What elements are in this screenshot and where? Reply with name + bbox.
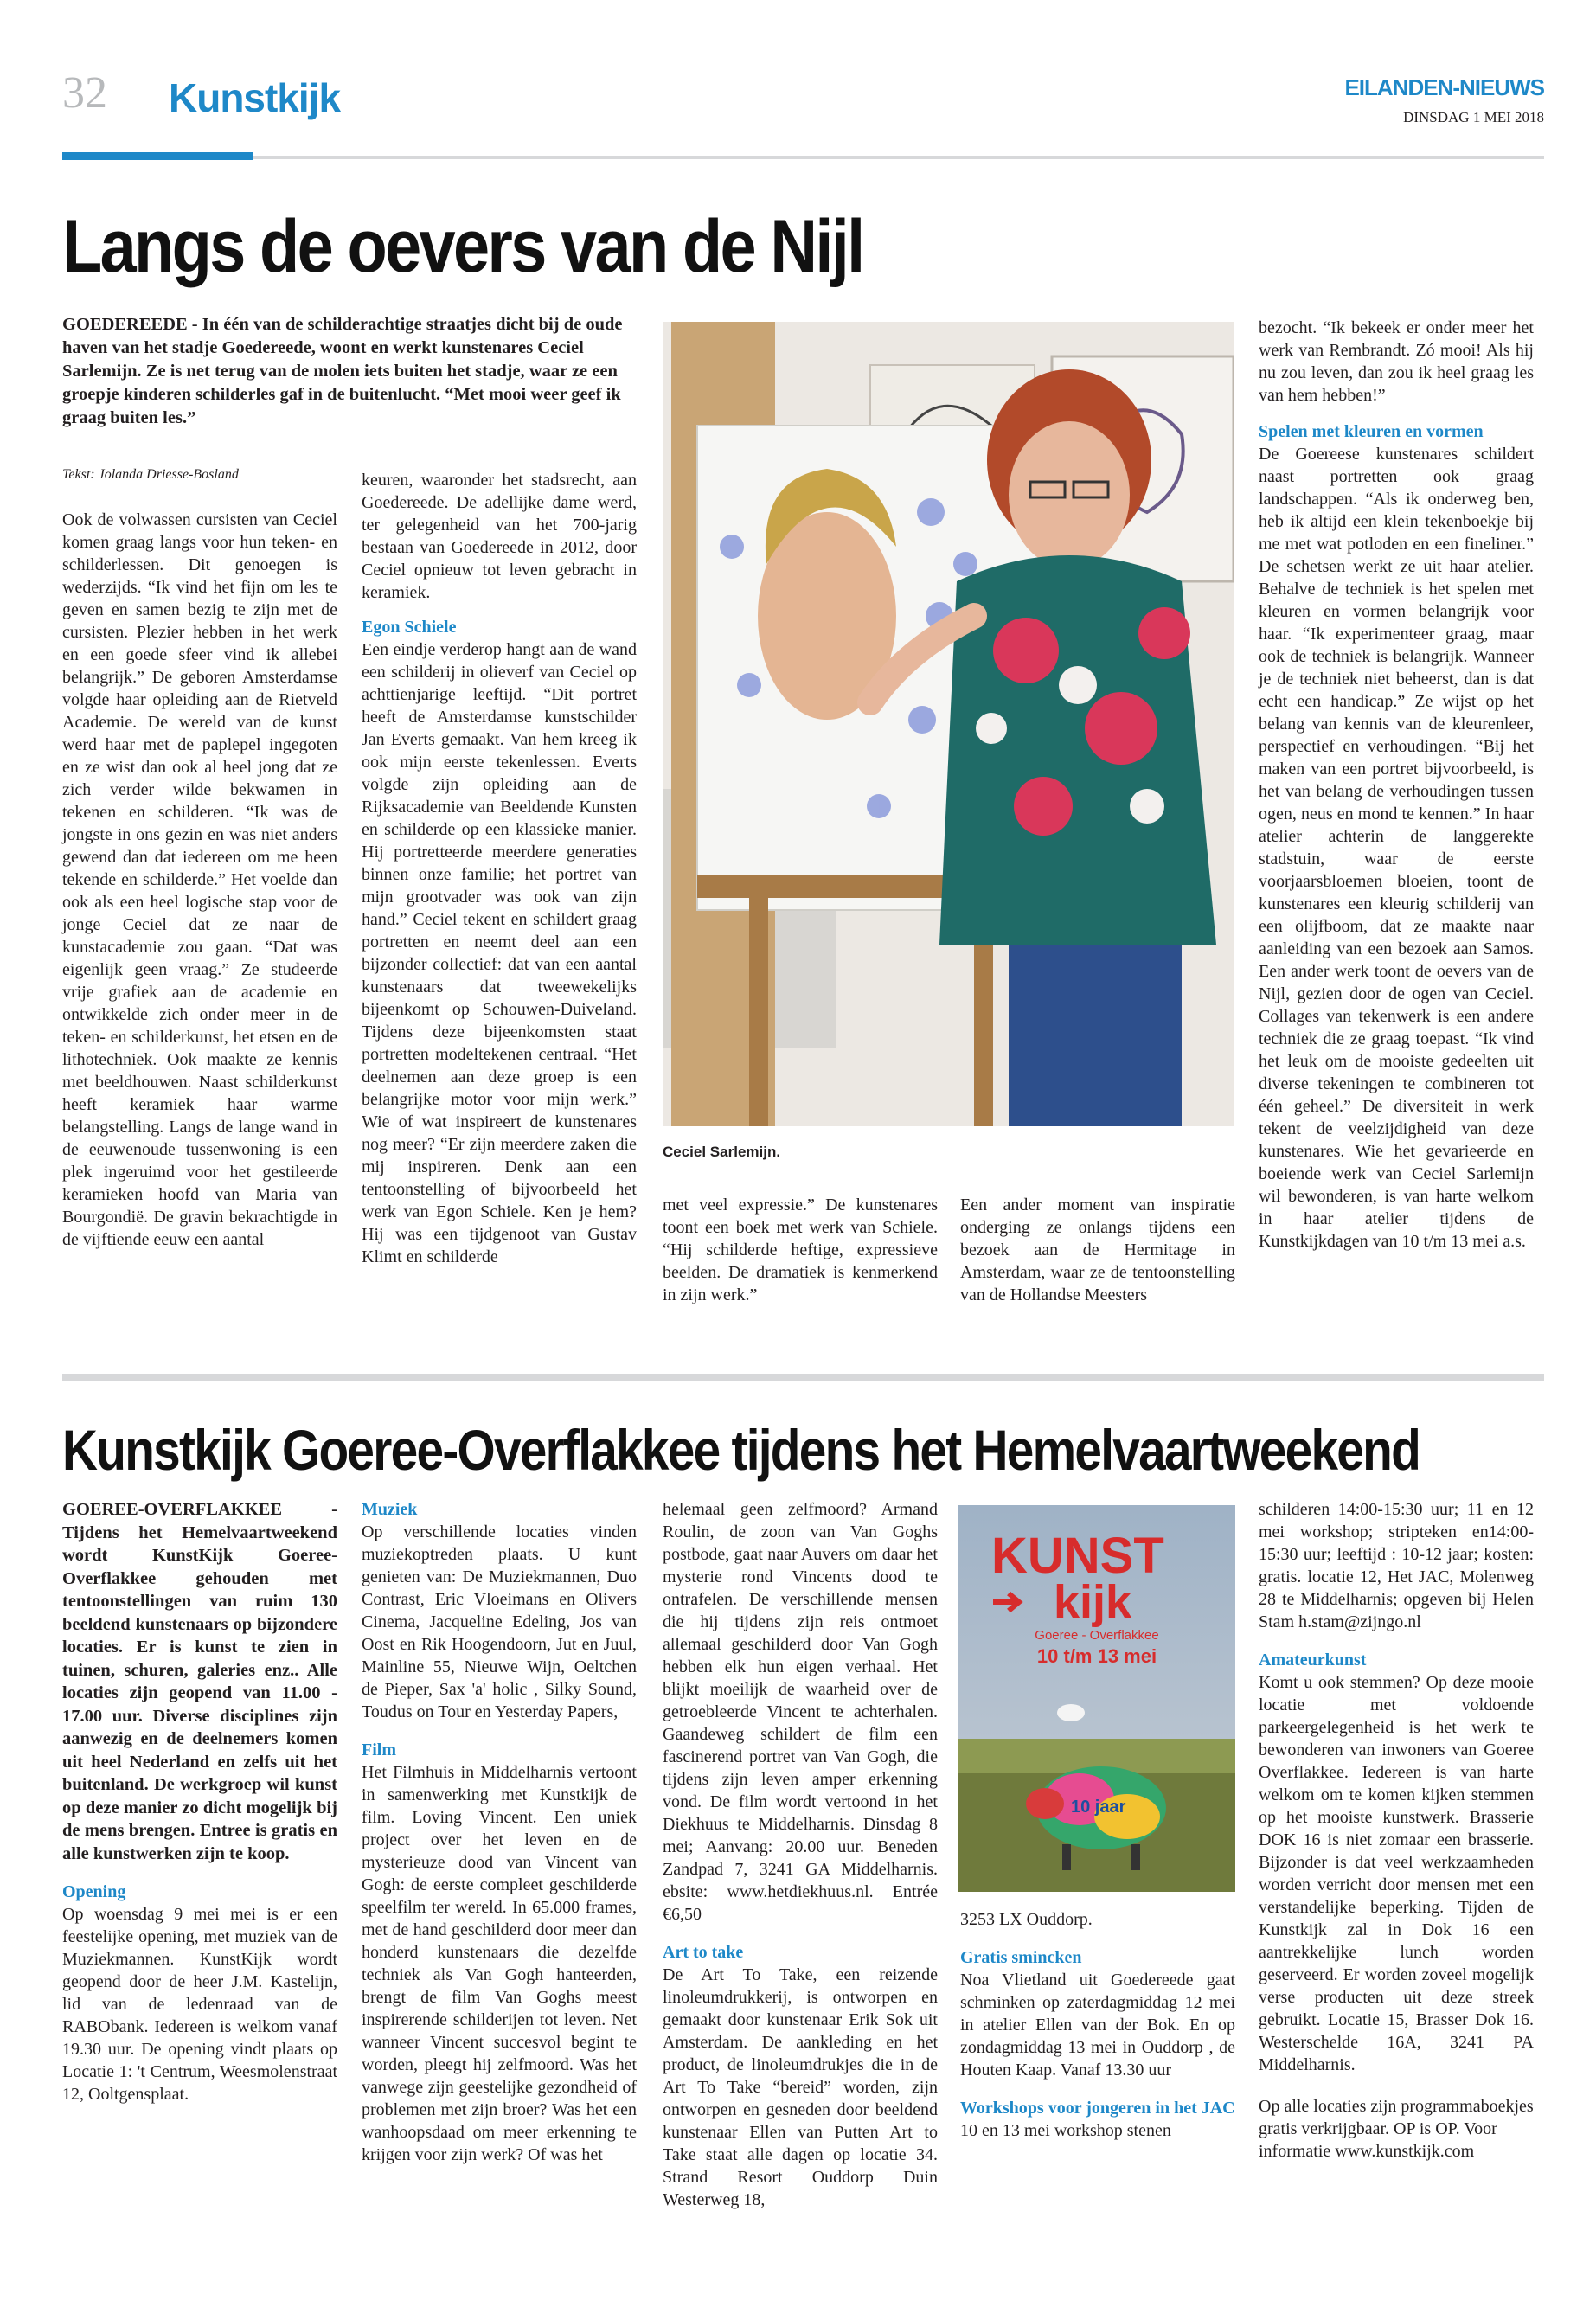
article1-column-1 [62, 509, 337, 1251]
poster-kijk: kijk [1054, 1576, 1132, 1628]
article2-footer: Op alle locaties zijn programmaboekjes gratis verkrijgbaar. OP is OP. Voor informatie www.kunstkijk.com [1259, 2097, 1534, 2161]
header-rule-accent [62, 152, 253, 160]
body-text: bezocht. “Ik bekeek er onder meer het werk van Rembrandt. Zó mooi! Als hij nu zou leven, dan zou ik heel graag les van hem hebben!” [1259, 318, 1534, 405]
subheading-gratis-smincken: Gratis smincken [960, 1948, 1082, 1967]
page-number: 32 [62, 68, 107, 118]
section-title: Kunstkijk [169, 75, 341, 120]
body-text: De Art To Take, een reizende linoleumdrukkerij, is ontworpen en gemaakt door kunstenaar Erik Sok uit Amsterdam. De aankleding en het product, de linoleumdrukjes die in de Art To Take “bereid” worden, zijn ontworpen en gesneden door beeldend kunstenaar Ellen van Putten Art to Take staat alle dagen op locatie 34. Strand Resort Ouddorp Duin Westerweg 18, [663, 1965, 938, 2209]
body-text: Een ander moment van inspiratie onderging ze onlangs tijdens een bezoek aan de Hermitage in Amsterdam, waar ze de tentoonstelling van de Hollandse Meesters [960, 1195, 1235, 1304]
subheading-muziek: Muziek [362, 1500, 418, 1519]
subheading-opening: Opening [62, 1882, 126, 1901]
body-text: Een eindje verderop hangt aan de wand een schilderij in olieverf van Ceciel op achttienjarige leeftijd. “Dit portret heeft de Amsterdamse kunstschilder Jan Everts gemaakt. Van hem kreeg ik ook mijn eerste tekenlessen. Everts volgde zijn opleiding aan de Rijksacademie van Beeldende Kunsten en schilderde op een klassieke manier. Hij portretteerde meerdere generaties binnen onze familie; het portret van mijn grootvader was ook van zijn hand.” Ceciel tekent en schildert graag portretten en neemt deel aan een bijzonder collectief: dat van een aantal kunstenaars dat tweewekelijks bijeenkomt op Schouwen-Duiveland. Tijdens deze bijeenkomsten staat portretten modeltekenen centraal. “Het deelnemen aan deze groep is een belangrijke motor voor mijn werk.” Wie of wat inspireert de kunstenares nog meer? “Er zijn meerdere zaken die mij inspireren. Denk aan een tentoonstelling of bijvoorbeeld het werk van Egon Schiele. Ken je hem? Hij was een tijdgenoot van Gustav Klimt en schilderde [362, 640, 637, 1266]
subheading-film: Film [362, 1740, 396, 1759]
article2-column-1 [62, 1498, 337, 2106]
article1-column-3 [663, 1194, 938, 1306]
body-text: Noa Vlietland uit Goedereede gaat schminken op zaterdagmiddag 12 mei in atelier Ellen van der Bok. En op zondagmiddag 13 mei in Ouddorp , de Houten Kaap. Vanaf 13.30 uur [960, 1971, 1235, 2080]
article1-column-2 [362, 469, 637, 1268]
body-text: Op woensdag 9 mei mei is er een feestelijke opening, met muziek van de Muziekmannen. KunstKijk wordt geopend door de heer J.M. Kastelijn, lid van de ledenraad van de RABObank. Iedereen is welkom vanaf 19.30 uur. De opening vindt plaats op Locatie 1: 't Centrum, Weesmolenstraat 12, Ooltgensplaat. [62, 1905, 337, 2104]
issue-date: DINSDAG 1 MEI 2018 [1403, 109, 1544, 125]
article1-intro: GOEDEREEDE - In één van de schilderachtige straatjes dicht bij de oude haven van het stadje Goedereede, woont en werkt kunstenares Ceciel Sarlemijn. Ze is net terug van de molen iets buiten het stadje, waar ze een groepje kinderen schilderles gaf in de buitenlucht. “Met mooi weer geef ik graag buiten les.” [62, 315, 623, 427]
article1-column-4 [960, 1194, 1235, 1306]
body-text: Ook de volwassen cursisten van Ceciel komen graag langs voor hun teken- en schilderlessen. Dit genoegen is wederzijds. “Ik vind het fijn om les te geven en samen bezig te zijn met de cursisten. Plezier hebben in het werk en een goede sfeer vind ik allebei belangrijk.” De geboren Amsterdamse volgde haar opleiding aan de Rietveld Academie. De wereld van de kunst werd haar met de paplepel ingegoten en ze wist dan ook al heel jong dat ze zich verder wilde bekwamen in tekenen en schilderen. “Ik was de jongste in ons gezin en was niet anders gewend dan dat iedereen om me heen tekende en schilderde.” Het voelde dan ook als een heel logische stap voor de jonge Ceciel dat ze naar de kunstacademie zou gaan. “Dat was eigenlijk geen vraag.” Ze studeerde vrije grafiek aan de academie en ontwikkelde zich onder meer in de teken- en schilderkunst, het etsen en de lithotechniek. Ook maakte ze kennis met beeldhouwen. Naast schilderkunst heeft keramiek haar warme belangstelling. Langs de lange wand in de eeuwenoude tussenwoning is een plek ingeruimd voor het gestileerde keramieken hoofd van Maria van Bourgondië. De gravin bekrachtigde in de vijftiende eeuw een aantal [62, 510, 337, 1249]
article2-column-5 [1259, 1498, 1534, 2163]
poster-artwork [958, 1505, 1235, 1892]
subheading-amateurkunst: Amateurkunst [1259, 1650, 1367, 1670]
body-text: schilderen 14:00-15:30 uur; 11 en 12 mei workshop; stripteken en14:00-15:30 uur; leeftijd : 10-12 jaar; kosten: gratis. locatie 12, Het JAC, Molenweg 28 te Middelharnis; opgeven bij Helen Stam h.stam@zijngo.nl [1259, 1500, 1534, 1631]
subheading-egon-schiele: Egon Schiele [362, 618, 457, 637]
article2-headline: Kunstkijk Goeree-Overflakkee tijdens het Hemelvaartweekend [62, 1418, 1420, 1482]
subheading-workshops: Workshops voor jongeren in het JAC [960, 2099, 1235, 2118]
poster-subtitle: Goeree - Overflakkee [1035, 1628, 1159, 1643]
body-text: Het Filmhuis in Middelharnis vertoont in samenwerking met Kunstkijk de film. Loving Vincent. Een uniek project over het leven en de mysterieuze dood van Vincent van Gogh: de eerste compleet geschilderde speelfilm ter wereld. In 65.000 frames, met de hand geschilderd door meer dan honderd kunstenaars die dezelfde techniek als Van Gogh hanteerden, brengt de film Van Goghs meest inspirerende schilderijen tot leven. Net wanneer Vincent succesvol begint te worden, pleegt hij zelfmoord. Was het vanwege zijn geestelijke gezondheid of problemen met zijn broer? Was het een wanhoopsdaad om meer erkenning te krijgen voor zijn werk? Of was het [362, 1763, 637, 2164]
body-text: Komt u ook stemmen? Op deze mooie locatie met voldoende parkeergelegenheid is het werk te bewonderen van inwoners van Goeree Overflakkee. Iedereen is van harte welkom om te komen kijken stemmen op het mooiste kunstwerk. Brasserie DOK 16 is niet zomaar een brasserie. Bijzonder is dat veel werkzaamheden worden verricht door mensen met een verstandelijke beperking. Tijden de Kunstkijk zal in Dok 16 een aantrekkelijke lunch worden geserveerd. Er worden zoveel mogelijk verse producten uit deze streek gebruikt. Locatie 15, Brasser Dok 16. Westerschelde 16A, 3241 PA Middelharnis. [1259, 1673, 1534, 2074]
body-text: keuren, waaronder het stadsrecht, aan Goedereede. De adellijke dame werd, ter gelegenheid van het 700-jarig bestaan van Goedereede in 2012, door Ceciel opnieuw tot leven gebracht in keramiek. [362, 471, 637, 602]
body-text: 10 en 13 mei workshop stenen [960, 2121, 1171, 2140]
poster-sheep-text: 10 jaar [1071, 1798, 1126, 1817]
article1-headline: Langs de oevers van de Nijl [62, 205, 863, 288]
artist-photo-illustration [663, 322, 1234, 1126]
body-text: Op verschillende locaties vinden muziekoptreden plaats. U kunt genieten van: De Muziekmannen, Duo Contrast, Eric Vloeimans en Olivers Cinema, Jacqueline Edeling, Jos van Oost en Rik Hoogendoorn, Jut en Juul, Mainline 55, Nieuwe Wijn, Oeltchen de Pieper, Sax 'a' holic , Silky Sound, Toudus on Tour en Yesterday Papers, [362, 1522, 637, 1721]
article2-column-3 [663, 1498, 938, 2211]
body-text: met veel expressie.” De kunstenares toont een boek met werk van Schiele. “Hij schilderde heftige, expressieve beelden. De dramatiek is kenmerkend in zijn werk.” [663, 1195, 938, 1304]
body-text: helemaal geen zelfmoord? Armand Roulin, de zoon van Van Goghs postbode, gaat naar Auvers om daar het mysterie rond Vincents dood te ontrafelen. De verschillende mensen die hij tijdens zijn reis ontmoet allemaal geschilderd door Van Gogh hebben elk hun eigen verhaal. Het blijkt moeilijk de waarheid over de getroebleerde Vincent te achterhalen. Gaandeweg schildert de film een fascinerend portret van Van Gogh, die tijdens zijn leven amper erkenning vond. De film wordt vertoond in het Diekhuus te Middelharnis. Dinsdag 8 mei; Aanvang: 20.00 uur. Beneden Zandpad 7, 3241 GA Middelharnis. ebsite: www.hetdiekhuus.nl. Entrée €6,50 [663, 1500, 938, 1924]
header-rule [253, 156, 1544, 159]
article2-lead: GOEREE-OVERFLAKKEE - Tijdens het Hemelvaartweekend wordt KunstKijk Goeree-Overflakkee gehouden met tentoonstellingen van ruim 130 beeldend kunstenaars op bijzondere locaties. Er is kunst te zien in tuinen, schuren, galeries enz.. Alle locaties zijn geopend van 11.00 - 17.00 uur. Diverse disciplines zijn aanwezig en de deelnemers komen uit heel Nederland en zelfs uit het buitenland. De werkgroep wil kunst op deze manier zo dicht mogelijk bij de mens brengen. Entree is gratis en alle kunstwerken zijn te koop. [62, 1500, 337, 1863]
poster-title: KUNST [991, 1528, 1164, 1584]
subheading-art-to-take: Art to take [663, 1943, 744, 1962]
body-text: 3253 LX Ouddorp. [960, 1910, 1093, 1929]
artist-photo [663, 322, 1234, 1126]
kunstkijk-poster [958, 1505, 1235, 1892]
article2-column-4 [960, 1908, 1235, 2142]
article1-byline: Tekst: Jolanda Driesse-Bosland [62, 467, 239, 482]
article2-column-2 [362, 1498, 637, 2166]
subheading-spelen: Spelen met kleuren en vormen [1259, 422, 1484, 441]
newspaper-logo: EILANDEN-NIEUWS [1344, 74, 1544, 100]
article1-column-5 [1259, 317, 1534, 1253]
photo-caption: Ceciel Sarlemijn. [663, 1144, 781, 1160]
poster-dates: 10 t/m 13 mei [1036, 1645, 1157, 1667]
article-divider [62, 1374, 1544, 1381]
body-text: De Goereese kunstenares schildert naast portretten ook graag landschappen. “Als ik onderweg ben, heb ik altijd een klein tekenboekje bij me met wat potloden en een fineliner.” De schetsen werkt ze uit haar atelier. Behalve de techniek is het spelen met kleuren en vormen belangrijk voor haar. “Ik experimenteer graag, maar ook de techniek is belangrijk. Wanneer je de techniek niet beheerst, dan is dat echt een handicap.” Ze wijst op het belang van kennis van de kleurenleer, perspectief en verhoudingen. “Bij het maken van een portret bijvoorbeeld, is het van belang de verhoudingen tussen ogen, neus en mond te kennen.” In haar atelier achterin de langgerekte stadstuin, waar de eerste voorjaarsbloemen bloeien, toont de kunstenares een kleurig schilderij van een olijfboom, dat ze maakte naar aanleiding van een bezoek aan Samos. Een ander werk toont de oevers van de Nijl, gezien door de ogen van Ceciel. Collages van tekenwerk is een andere techniek die ze graag toepast. “Ik vind het leuk om de mooiste gedeelten uit diverse tekeningen te combineren tot één geheel.” De diversiteit in werk tekent de veelzijdigheid van deze kunstenares. Wie het gevarieerde en boeiende werk van Ceciel Sarlemijn wil bewonderen, is van harte welkom in haar atelier tijdens de Kunstkijkdagen van 10 t/m 13 mei a.s. [1259, 445, 1534, 1251]
